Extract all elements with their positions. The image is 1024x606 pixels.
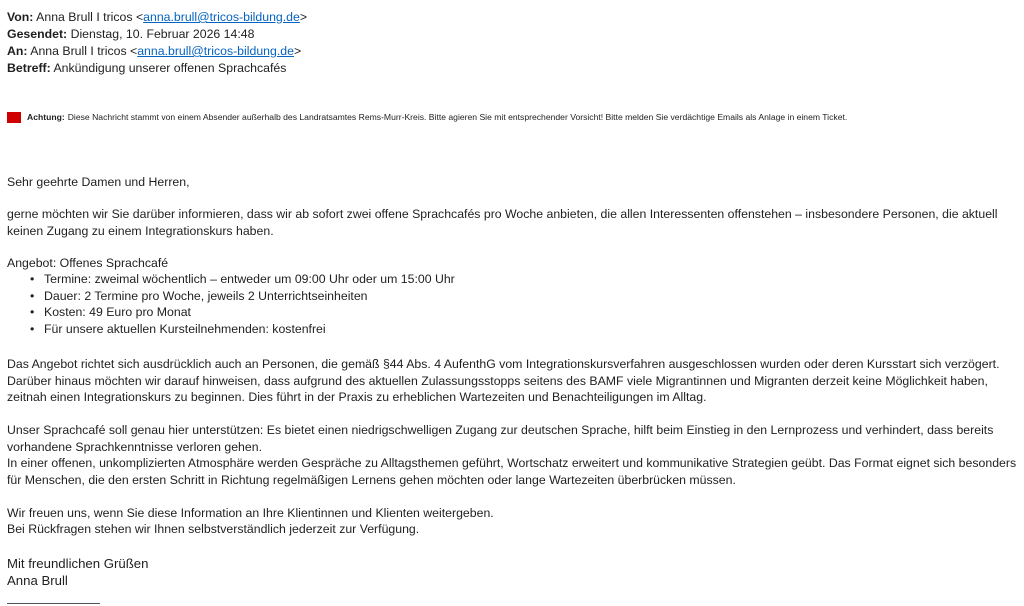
from-close: >	[299, 10, 308, 24]
offer-title: Angebot: Offenes Sprachcafé	[7, 256, 169, 270]
header-from	[7, 9, 307, 26]
signature-name: Anna Brull	[7, 573, 68, 588]
warning-text: Diese Nachricht stammt von einem Absender außerhalb des Landratsamtes Rems-Murr-Kreis. Bitte agieren Sie mit entsprechender Vorsicht! Bitte melden Sie verdächtige Emails als Anlage in einem Ticket.	[67, 112, 848, 122]
bullet-icon: •	[30, 305, 35, 319]
header-sent	[7, 26, 254, 43]
paragraph-questions: Bei Rückfragen stehen wir Ihnen selbstverständlich jederzeit zur Verfügung.	[7, 522, 420, 536]
list-item	[30, 288, 455, 305]
list-item	[30, 321, 455, 338]
warning-label: Achtung:	[27, 112, 65, 122]
paragraph-forward: Wir freuen uns, wenn Sie diese Information an Ihre Klientinnen und Klienten weitergeben.	[7, 506, 494, 520]
external-sender-warning	[7, 110, 847, 124]
to-close: >	[293, 44, 302, 58]
offer-list	[7, 271, 455, 337]
to-name: Anna Brull I tricos <	[30, 44, 138, 58]
paragraph-target-group: Das Angebot richtet sich ausdrücklich auch an Personen, die gemäß §44 Abs. 4 AufenthG vom Integrationskursverfahren ausgeschlossen wurden oder deren Kursstart sich verzögert. Darüber hinaus möchten wir darauf hinweisen, dass aufgrund des aktuellen Zulassungsstopps seitens des BAMF viele Migrantinnen und Migranten derzeit keine Möglichkeit haben, zeitnah einen Integrationskurs zu beginnen. Dies führt in der Praxis zu erheblichen Wartezeiten und Benachteiligungen im Alltag.	[7, 357, 1000, 404]
intro-paragraph: gerne möchten wir Sie darüber informieren, dass wir ab sofort zwei offene Sprachcafés pro Woche anbieten, die allen Interessenten offenstehen – insbesondere Personen, die aktuell keinen Zugang zu einem Integrationskurs haben.	[7, 207, 998, 238]
signature-divider	[7, 603, 100, 604]
bullet-icon: •	[30, 321, 35, 336]
from-label: Von:	[7, 10, 34, 24]
list-item	[30, 271, 455, 288]
bullet-icon: •	[30, 288, 35, 303]
sent-label: Gesendet:	[7, 27, 68, 41]
list-item	[30, 304, 455, 321]
list-item-text: Kosten: 49 Euro pro Monat	[44, 305, 191, 319]
from-name: Anna Brull I tricos <	[36, 10, 144, 24]
list-item-text: Dauer: 2 Termine pro Woche, jeweils 2 Unterrichtseinheiten	[44, 288, 368, 303]
warning-icon	[7, 112, 21, 123]
subject-label: Betreff:	[7, 61, 51, 75]
closing: Mit freundlichen Grüßen	[7, 556, 149, 571]
subject-value: Ankündigung unserer offenen Sprachcafés	[53, 61, 287, 75]
paragraph-support: Unser Sprachcafé soll genau hier unterstützen: Es bietet einen niedrigschwelligen Zugang zur deutschen Sprache, hilft beim Einstieg in den Lernprozess und verhindert, dass bereits vorhandene Sprachkenntnisse verloren gehen.	[7, 423, 994, 454]
from-email-link[interactable]: anna.brull@tricos-bildung.de	[143, 10, 300, 24]
sent-value: Dienstag, 10. Februar 2026 14:48	[70, 27, 255, 41]
header-subject	[7, 60, 286, 77]
bullet-icon: •	[30, 272, 35, 286]
list-item-text: Termine: zweimal wöchentlich – entweder um 09:00 Uhr oder um 15:00 Uhr	[44, 272, 455, 286]
to-email-link[interactable]: anna.brull@tricos-bildung.de	[137, 44, 294, 58]
header-to	[7, 43, 301, 60]
list-item-text: Für unsere aktuellen Kursteilnehmenden: kostenfrei	[44, 321, 326, 336]
paragraph-format: In einer offenen, unkomplizierten Atmosphäre werden Gespräche zu Alltagsthemen geführt, Wortschatz erweitert und kommunikative Strategien geübt. Das Format eignet sich besonders für Menschen, die den ersten Schritt in Richtung regelmäßigen Lernens gehen möchten oder lange Wartezeiten überbrücken müssen.	[7, 456, 1017, 487]
greeting: Sehr geehrte Damen und Herren,	[7, 175, 190, 189]
to-label: An:	[7, 44, 28, 58]
